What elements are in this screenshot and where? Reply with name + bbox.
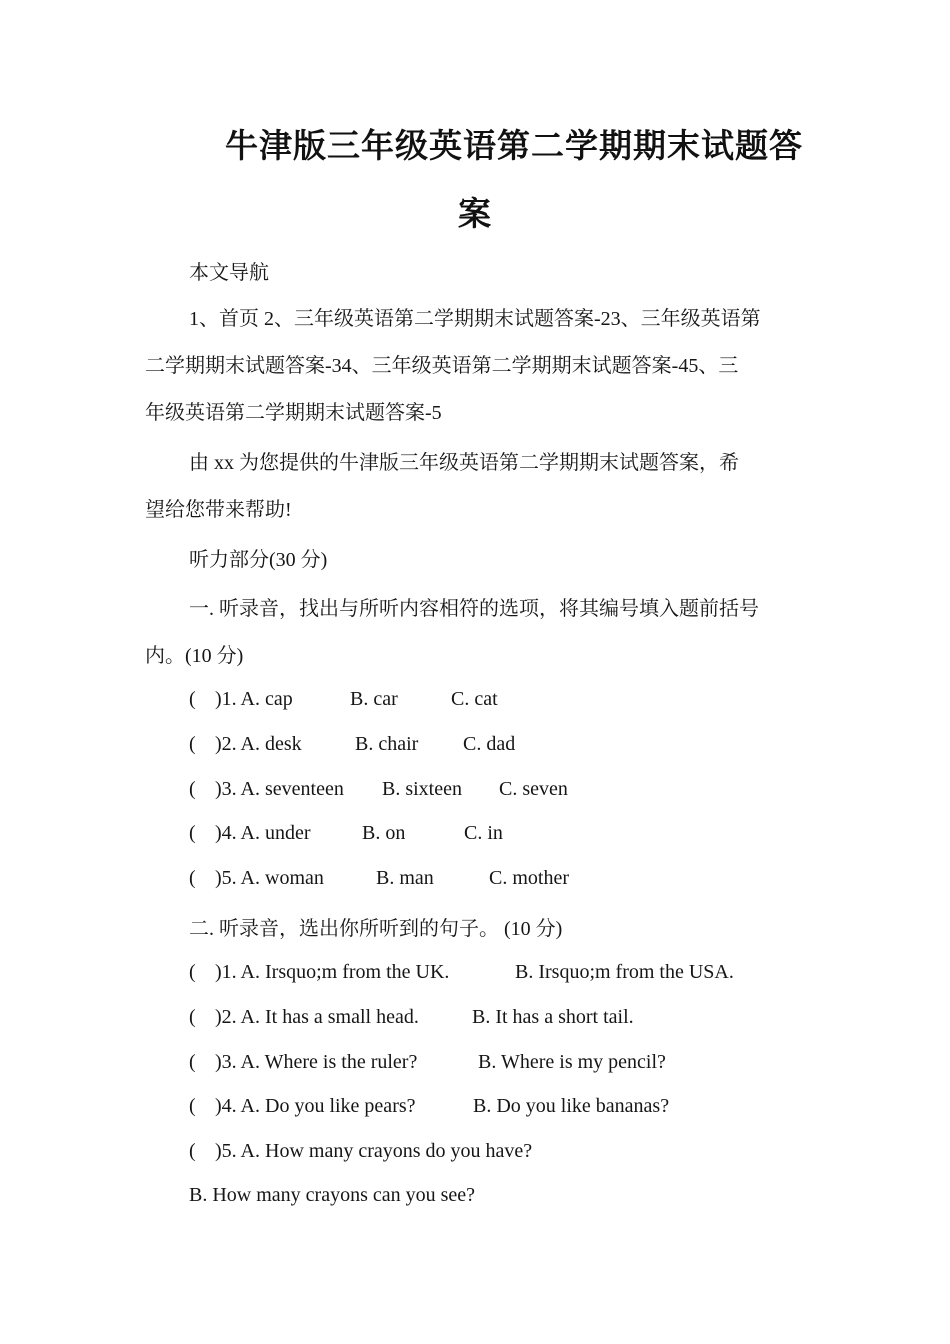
section1-item-4 [189, 822, 503, 845]
nav-text-line-1: 1、首页 2、三年级英语第二学期期末试题答案-23、三年级英语第 [189, 308, 761, 330]
nav-text-line-2: 二学期期末试题答案-34、三年级英语第二学期期末试题答案-45、三 [145, 355, 739, 377]
option-a: )5. A. How many crayons do you have? [215, 1140, 533, 1162]
option-a: )1. A. cap [215, 688, 293, 710]
section2-item-3 [189, 1051, 666, 1074]
answer-paren: ( [189, 867, 196, 889]
option-a: )3. A. Where is the ruler? [215, 1051, 418, 1073]
option-b: B. man [376, 867, 434, 889]
section1-item-2 [189, 733, 516, 756]
option-a: )2. A. It has a small head. [215, 1006, 419, 1028]
option-b: B. Where is my pencil? [478, 1051, 666, 1073]
option-b: B. sixteen [382, 778, 462, 800]
answer-paren: ( [189, 1006, 196, 1028]
option-a: )4. A. under [215, 822, 311, 844]
option-b: B. chair [355, 733, 419, 755]
answer-paren: ( [189, 688, 196, 710]
intro-line-2: 望给您带来帮助! [145, 499, 292, 521]
option-b: B. Do you like bananas? [473, 1095, 670, 1117]
option-b: B. Irsquo;m from the USA. [515, 961, 734, 983]
document-title-line-2: 案 [458, 194, 492, 233]
option-b: B. car [350, 688, 398, 710]
section1-item-1 [189, 688, 498, 711]
section1-instruction-line-2: 内。(10 分) [145, 645, 244, 667]
section2-item-4 [189, 1095, 670, 1118]
section1-item-5 [189, 867, 569, 890]
option-a: )5. A. woman [215, 867, 324, 889]
answer-paren: ( [189, 1051, 196, 1073]
option-c: C. seven [499, 778, 568, 800]
option-c: C. dad [463, 733, 516, 755]
answer-paren: ( [189, 733, 196, 755]
option-c: C. mother [489, 867, 569, 889]
section2-heading: 二. 听录音，选出你所听到的句子。 (10 分) [189, 918, 563, 940]
section2-item-5 [189, 1140, 532, 1163]
section2-item-1 [189, 961, 734, 984]
option-b: B. on [362, 822, 406, 844]
answer-paren: ( [189, 961, 196, 983]
answer-paren: ( [189, 778, 196, 800]
option-a: )3. A. seventeen [215, 778, 344, 800]
answer-paren: ( [189, 1095, 196, 1117]
section1-instruction-line-1: 一. 听录音，找出与所听内容相符的选项，将其编号填入题前括号 [189, 598, 759, 620]
answer-paren: ( [189, 1140, 196, 1162]
section2-item-2 [189, 1006, 634, 1029]
section1-item-3 [189, 778, 568, 801]
option-b: B. It has a short tail. [472, 1006, 634, 1028]
nav-text-line-3: 年级英语第二学期期末试题答案-5 [145, 402, 442, 424]
option-c: C. cat [451, 688, 498, 710]
listening-heading: 听力部分(30 分) [189, 549, 328, 571]
nav-label: 本文导航 [189, 262, 269, 284]
section2-item-5-option-b: B. How many crayons can you see? [189, 1184, 476, 1206]
option-c: C. in [464, 822, 503, 844]
option-a: )1. A. Irsquo;m from the UK. [215, 961, 450, 983]
option-a: )2. A. desk [215, 733, 302, 755]
answer-paren: ( [189, 822, 196, 844]
document-title-line-1: 牛津版三年级英语第二学期期末试题答 [225, 126, 803, 165]
option-a: )4. A. Do you like pears? [215, 1095, 416, 1117]
intro-line-1: 由 xx 为您提供的牛津版三年级英语第二学期期末试题答案，希 [189, 452, 739, 474]
